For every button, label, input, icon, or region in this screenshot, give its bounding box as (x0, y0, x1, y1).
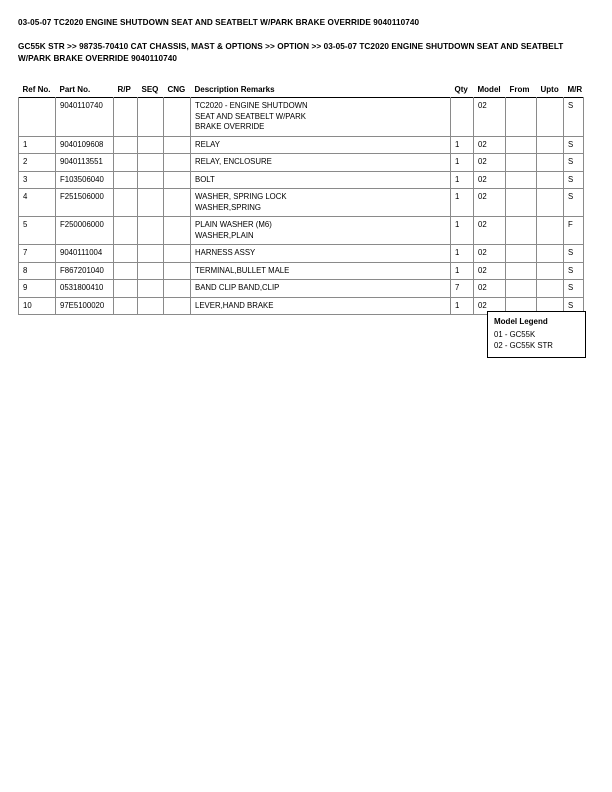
table-cell-qty: 1 (451, 217, 474, 245)
table-cell-desc (191, 297, 451, 315)
table-row (19, 136, 584, 154)
description-line: LEVER,HAND BRAKE (195, 300, 274, 310)
table-cell-upto (537, 245, 564, 263)
table-cell-seq (138, 297, 164, 315)
table-cell-part: F251506000 (56, 189, 114, 217)
table-cell-from (506, 280, 537, 298)
table-cell-qty (451, 98, 474, 137)
table-cell-rp (114, 245, 138, 263)
table-cell-desc (191, 189, 451, 217)
table-cell-cng (164, 136, 191, 154)
table-cell-seq (138, 154, 164, 172)
description-line: TERMINAL,BULLET MALE (195, 265, 290, 275)
table-row (19, 217, 584, 245)
table-cell-part: 9040113551 (56, 154, 114, 172)
table-cell-seq (138, 262, 164, 280)
table-cell-mr: F (564, 217, 584, 245)
table-cell-cng (164, 297, 191, 315)
description-line: WASHER, SPRING LOCK (195, 192, 287, 201)
column-header-upto: Upto (540, 85, 559, 94)
table-cell-model: 02 (474, 136, 506, 154)
column-header-model: Model (477, 85, 501, 94)
table-cell-part: F250006000 (56, 217, 114, 245)
table-row (19, 171, 584, 189)
table-row (19, 245, 584, 263)
table-cell-upto (537, 262, 564, 280)
table-cell-ref: 5 (19, 217, 56, 245)
table-cell-mr: S (564, 136, 584, 154)
description-line: PLAIN WASHER (M6) (195, 220, 272, 229)
table-cell-seq (138, 217, 164, 245)
table-cell-rp (114, 136, 138, 154)
table-cell-part: 9040110740 (56, 98, 114, 137)
table-cell-cng (164, 262, 191, 280)
table-cell-upto (537, 136, 564, 154)
table-cell-ref: 10 (19, 297, 56, 315)
table-cell-rp (114, 171, 138, 189)
table-cell-model: 02 (474, 280, 506, 298)
table-cell-from (506, 262, 537, 280)
table-cell-upto (537, 217, 564, 245)
description-line: BAND CLIP BAND,CLIP (195, 283, 280, 292)
description-line: TC2020 - ENGINE SHUTDOWN (195, 101, 308, 110)
table-cell-mr: S (564, 189, 584, 217)
parts-table-head (19, 85, 584, 98)
table-cell-from (506, 171, 537, 189)
table-cell-model: 02 (474, 171, 506, 189)
table-cell-ref (19, 98, 56, 137)
table-cell-mr: S (564, 154, 584, 172)
table-row (19, 262, 584, 280)
table-cell-model: 02 (474, 262, 506, 280)
table-cell-upto (537, 280, 564, 298)
table-cell-cng (164, 217, 191, 245)
model-legend-box (487, 311, 586, 358)
table-cell-desc (191, 262, 451, 280)
column-header-part-no: Part No. (59, 85, 91, 94)
table-cell-rp (114, 98, 138, 137)
table-cell-desc (191, 136, 451, 154)
table-cell-model: 02 (474, 98, 506, 137)
table-cell-ref: 4 (19, 189, 56, 217)
description-line: SEAT AND SEATBELT W/PARK (195, 111, 306, 121)
table-cell-rp (114, 280, 138, 298)
table-cell-ref: 1 (19, 136, 56, 154)
table-cell-from (506, 136, 537, 154)
table-cell-model: 02 (474, 189, 506, 217)
table-cell-cng (164, 280, 191, 298)
description-line: RELAY, ENCLOSURE (195, 157, 272, 166)
table-cell-rp (114, 217, 138, 245)
table-cell-rp (114, 154, 138, 172)
parts-table (18, 85, 584, 315)
table-cell-mr: S (564, 98, 584, 137)
table-cell-part: F867201040 (56, 262, 114, 280)
table-cell-seq (138, 98, 164, 137)
table-cell-part: F103506040 (56, 171, 114, 189)
table-cell-cng (164, 171, 191, 189)
table-cell-qty: 1 (451, 297, 474, 315)
description-line: BOLT (195, 174, 215, 184)
column-header-seq: SEQ (141, 85, 159, 94)
table-cell-seq (138, 280, 164, 298)
table-cell-desc (191, 217, 451, 245)
table-cell-cng (164, 98, 191, 137)
description-line: WASHER,PLAIN (195, 230, 254, 240)
table-cell-seq (138, 245, 164, 263)
table-cell-model: 02 (474, 245, 506, 263)
column-header-mr: M/R (567, 85, 583, 94)
table-cell-from (506, 245, 537, 263)
table-cell-part: 9040111004 (56, 245, 114, 263)
table-cell-cng (164, 154, 191, 172)
table-cell-ref: 7 (19, 245, 56, 263)
table-cell-seq (138, 136, 164, 154)
table-cell-qty: 7 (451, 280, 474, 298)
table-cell-ref: 8 (19, 262, 56, 280)
table-row (19, 154, 584, 172)
page-title: 03-05-07 TC2020 ENGINE SHUTDOWN SEAT AND SEATBELT W/PARK BRAKE OVERRIDE 9040110740 (18, 18, 420, 27)
table-cell-qty: 1 (451, 154, 474, 172)
table-cell-qty: 1 (451, 245, 474, 263)
table-cell-upto (537, 189, 564, 217)
description-line: WASHER,SPRING (195, 202, 261, 212)
table-cell-from (506, 154, 537, 172)
table-row (19, 280, 584, 298)
table-cell-desc (191, 280, 451, 298)
table-cell-desc (191, 245, 451, 263)
model-legend-title: Model Legend (494, 317, 548, 326)
table-row (19, 98, 584, 137)
table-cell-seq (138, 189, 164, 217)
table-cell-rp (114, 297, 138, 315)
table-cell-seq (138, 171, 164, 189)
column-header-rp: R/P (117, 85, 131, 94)
column-header-qty: Qty (454, 85, 468, 94)
table-cell-mr: S (564, 262, 584, 280)
table-cell-desc (191, 154, 451, 172)
table-cell-part: 97E5100020 (56, 297, 114, 315)
column-header-description: Description Remarks (194, 85, 275, 94)
description-line: BRAKE OVERRIDE (195, 122, 265, 131)
table-row (19, 189, 584, 217)
breadcrumb: GC55K STR >> 98735-70410 CAT CHASSIS, MAST & OPTIONS >> OPTION >> 03-05-07 TC2020 ENGINE SHUTDOWN SEAT AND SEATBELT W/PARK BRAKE OVERRIDE 9040110740 (18, 42, 564, 63)
table-cell-mr: S (564, 245, 584, 263)
table-cell-upto (537, 171, 564, 189)
table-cell-qty: 1 (451, 136, 474, 154)
column-header-ref-no: Ref No. (22, 85, 51, 94)
model-legend-entry-01: 01 - GC55K (494, 329, 536, 339)
table-cell-qty: 1 (451, 171, 474, 189)
table-cell-upto (537, 98, 564, 137)
table-header-row (19, 85, 584, 98)
parts-table-body (19, 98, 584, 315)
table-cell-mr: S (564, 297, 584, 315)
column-header-from: From (509, 85, 530, 94)
table-cell-mr: S (564, 171, 584, 189)
description-line: RELAY (195, 139, 220, 149)
table-cell-ref: 9 (19, 280, 56, 298)
table-cell-model: 02 (474, 154, 506, 172)
table-cell-qty: 1 (451, 189, 474, 217)
table-cell-model: 02 (474, 217, 506, 245)
description-line: HARNESS ASSY (195, 248, 256, 257)
table-cell-upto (537, 154, 564, 172)
table-cell-rp (114, 189, 138, 217)
table-cell-ref: 2 (19, 154, 56, 172)
table-cell-from (506, 98, 537, 137)
table-cell-part: 0531800410 (56, 280, 114, 298)
table-cell-desc (191, 98, 451, 137)
table-cell-from (506, 189, 537, 217)
table-cell-desc (191, 171, 451, 189)
table-cell-part: 9040109608 (56, 136, 114, 154)
model-legend-entry-02: 02 - GC55K STR (494, 341, 553, 350)
table-cell-from (506, 217, 537, 245)
table-cell-rp (114, 262, 138, 280)
table-cell-ref: 3 (19, 171, 56, 189)
table-cell-model: 02 (474, 297, 506, 315)
table-cell-mr: S (564, 280, 584, 298)
table-cell-cng (164, 189, 191, 217)
column-header-cng: CNG (167, 85, 186, 94)
table-cell-qty: 1 (451, 262, 474, 280)
table-cell-cng (164, 245, 191, 263)
parts-table-container (18, 85, 583, 315)
